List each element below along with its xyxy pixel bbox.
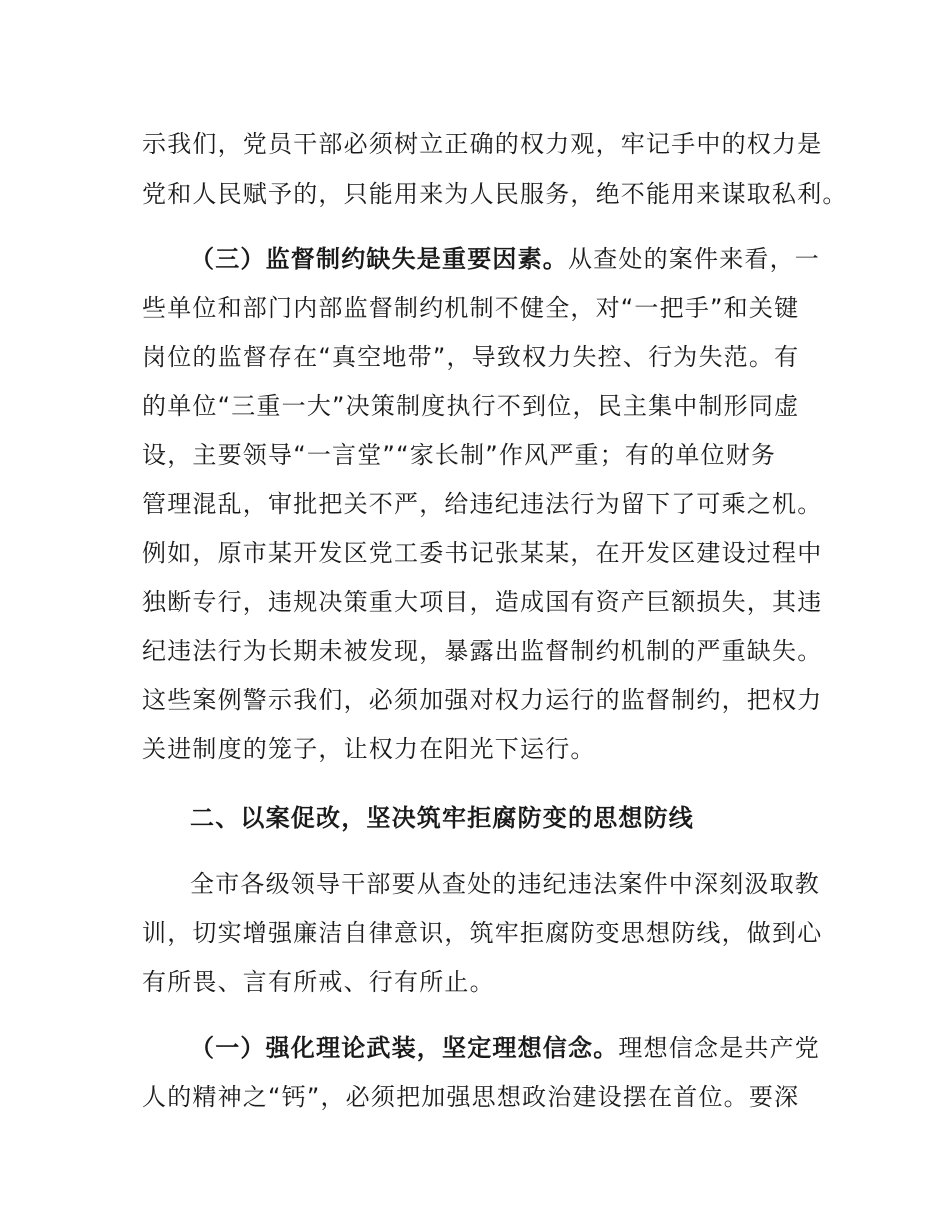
body-text-line: 全市各级领导干部要从查处的违纪违法案件中深刻汲取教 [190, 870, 820, 898]
paragraph-first-line [190, 1030, 842, 1066]
body-text-line: 纪违法行为长期未被发现，暴露出监督制约机制的严重缺失。 [142, 637, 823, 665]
body-text-line: 党和人民赋予的，只能用来为人民服务，绝不能用来谋取私利。 [142, 180, 848, 208]
body-text-line: 训，切实增强廉洁自律意识，筑牢拒腐防变思想防线，做到心 [142, 919, 823, 947]
body-text-line: 人的精神之“钙”，必须把加强思想政治建设摆在首位。要深 [142, 1083, 800, 1111]
body-text-line: 的单位“三重一大”决策制度执行不到位，民主集中制形同虚 [142, 392, 800, 420]
body-text-line: 独断专行，违规决策重大项目，造成国有资产巨额损失，其违 [142, 588, 823, 616]
body-text-run: 从查处的案件来看，一 [568, 245, 820, 273]
body-text-line: 例如，原市某开发区党工委书记张某某，在开发区建设过程中 [142, 539, 823, 567]
paragraph-first-line [190, 241, 842, 277]
subsection-heading: （三）监督制约缺失是重要因素。 [190, 245, 568, 273]
body-text-line: 岗位的监督存在“真空地带”，导致权力失控、行为失范。有 [142, 343, 800, 371]
section-heading: 二、以案促改，坚决筑牢拒腐防变的思想防线 [190, 804, 694, 832]
body-text-run: 理想信念是共产党 [618, 1034, 821, 1062]
body-text-line: 关进制度的笼子，让权力在阳光下运行。 [142, 735, 596, 763]
subsection-heading: （一）强化理论武装，坚定理想信念。 [190, 1034, 619, 1062]
body-text-line: 些单位和部门内部监督制约机制不健全，对“一把手”和关键 [142, 294, 800, 322]
body-text-line: 管理混乱，审批把关不严，给违纪违法行为留下了可乘之机。 [142, 490, 823, 518]
body-text-line: 有所畏、言有所戒、行有所止。 [142, 968, 495, 996]
body-text-line: 设，主要领导“一言堂”“家长制”作风严重；有的单位财务 [142, 441, 777, 469]
body-text-line: 这些案例警示我们，必须加强对权力运行的监督制约，把权力 [142, 686, 823, 714]
body-text-line: 示我们，党员干部必须树立正确的权力观，牢记手中的权力是 [142, 130, 823, 158]
